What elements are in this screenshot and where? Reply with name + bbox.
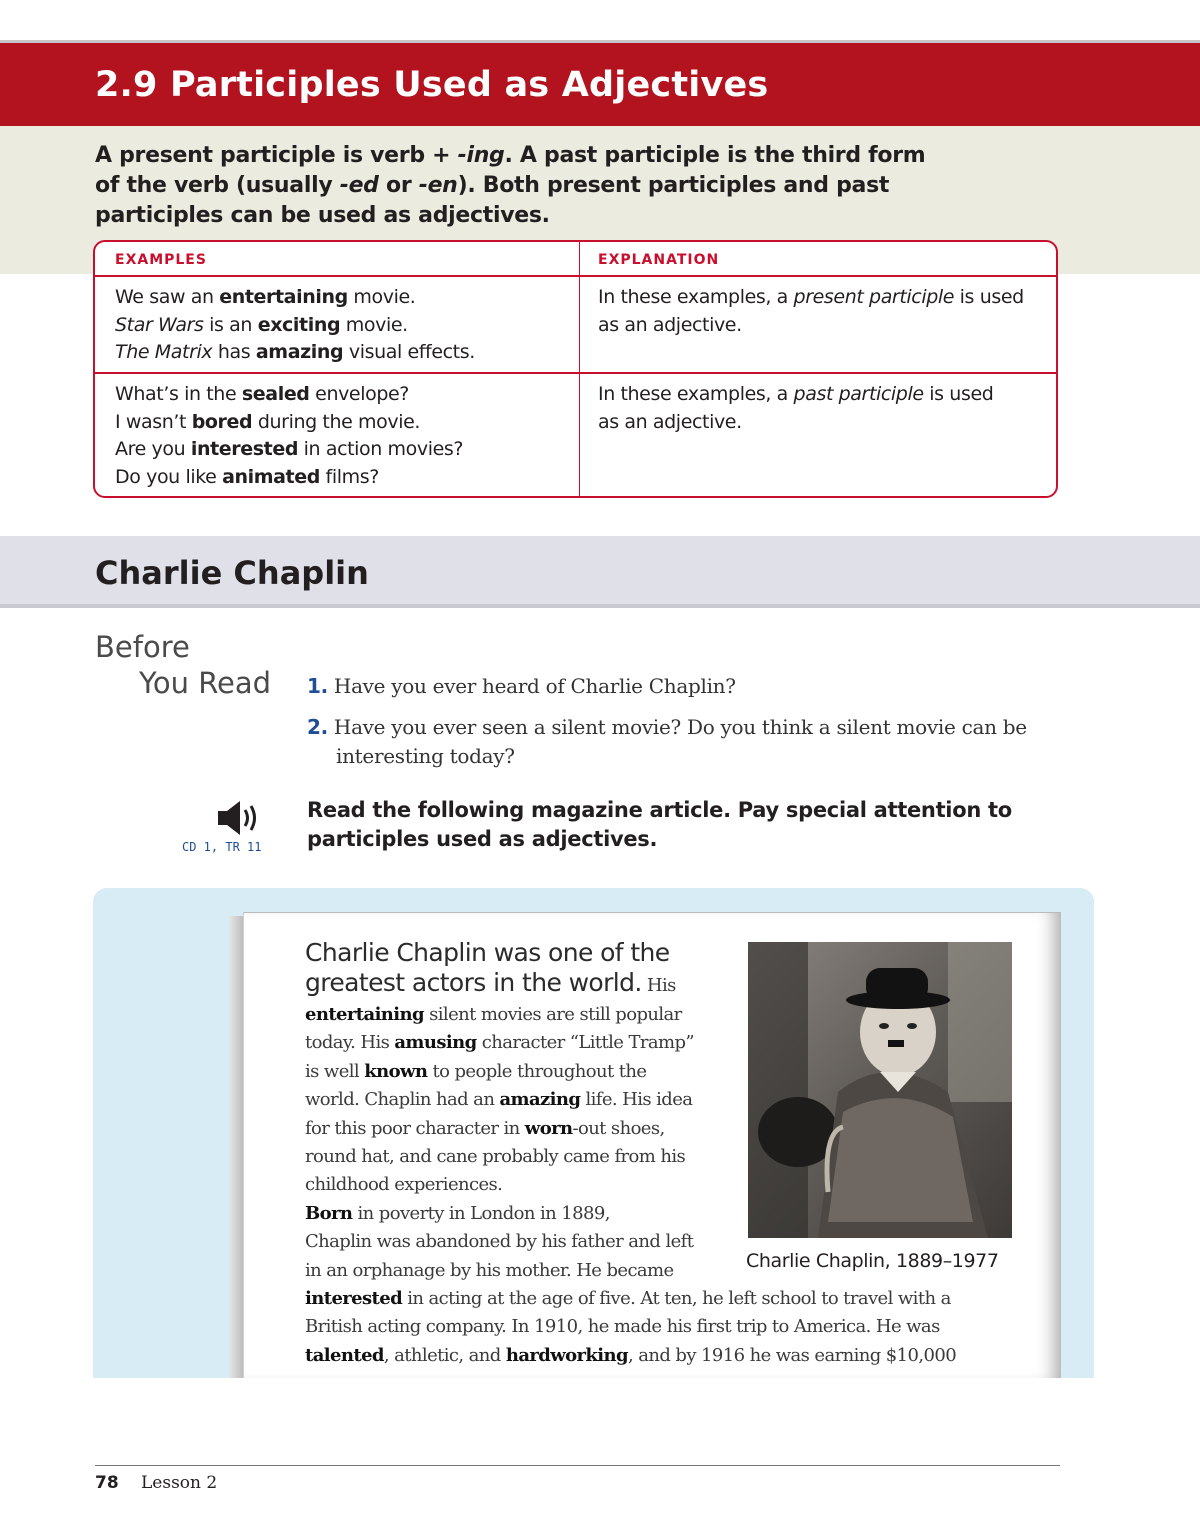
lead-text: greatest actors in the world. [305, 968, 642, 997]
text-line: as an adjective. [598, 313, 742, 336]
chart-row-1-examples [115, 284, 475, 367]
text-line: We saw an entertaining movie. [115, 286, 416, 308]
bold-term: amazing [255, 341, 344, 363]
photo-charlie-chaplin [748, 942, 1012, 1238]
text-line: Born in poverty in London in 1889, [305, 1202, 610, 1224]
text-line: I wasn’t bored during the movie. [115, 410, 420, 433]
bold-term: bored [191, 410, 253, 433]
question-text-continued: interesting today? [336, 744, 515, 768]
photo-caption: Charlie Chaplin, 1889–1977 [746, 1250, 999, 1272]
bold-term: Born [305, 1202, 353, 1224]
text-line: of the verb (usually -ed or -en). Both present participles and past [95, 173, 890, 198]
italic-term: Star Wars [115, 313, 204, 336]
italic-term: The Matrix [115, 341, 213, 363]
page-edge [229, 916, 243, 1378]
chart-column-divider [579, 242, 580, 496]
chart-row-2-explanation [598, 381, 993, 436]
text-line: Chaplin was abandoned by his father and left [305, 1231, 694, 1253]
reading-instruction-line: participles used as adjectives. [307, 827, 658, 851]
text-line: Star Wars is an exciting movie. [115, 313, 408, 336]
bold-term: talented [305, 1344, 384, 1366]
text-line: Are you interested in action movies? [115, 438, 464, 460]
text-line: The Matrix has amazing visual effects. [115, 341, 475, 363]
speaker-icon[interactable] [216, 798, 262, 838]
italic-term: -en [418, 173, 458, 198]
text-line [305, 938, 676, 968]
question-number: 2. [307, 715, 328, 739]
lesson-label: Lesson 2 [141, 1473, 218, 1493]
bold-term: known [364, 1060, 428, 1082]
text-line: A present participle is verb + -ing. A past participle is the third form [95, 143, 926, 168]
chart-row-1-explanation [598, 284, 1024, 339]
reading-instruction [307, 796, 1012, 854]
text-line: today. His amusing character “Little Tramp” [305, 1032, 695, 1054]
bold-term: exciting [257, 313, 341, 336]
chart-header-rule [95, 275, 1056, 277]
section-title: 2.9 Participles Used as Adjectives [95, 65, 769, 105]
text-line: world. Chaplin had an amazing life. His idea [305, 1089, 693, 1111]
chart-header-explanation: EXPLANATION [598, 252, 720, 268]
bold-term: hardworking [505, 1344, 629, 1366]
article-lead [305, 938, 676, 1001]
bold-term: entertaining [305, 1004, 425, 1025]
question-1 [307, 672, 736, 701]
text-line: in an orphanage by his mother. He became [305, 1259, 674, 1281]
text-line: is well known to people throughout the [305, 1060, 647, 1082]
text-line: interested in acting at the age of five. At ten, he left school to travel with a [305, 1288, 951, 1310]
text-line: entertaining silent movies are still popular [305, 1004, 682, 1025]
reading-title: Charlie Chaplin [95, 554, 369, 592]
reading-instruction-line: Read the following magazine article. Pay special attention to [307, 798, 1012, 822]
italic-term: -ed [339, 173, 379, 198]
bold-term: entertaining [219, 286, 348, 308]
chart-row-rule [95, 372, 1056, 374]
text-line: for this poor character in worn-out shoes, [305, 1117, 665, 1139]
italic-term: present participle [793, 286, 955, 308]
question-text: Have you ever heard of Charlie Chaplin? [333, 674, 736, 698]
bold-term: interested [190, 438, 299, 460]
footer-rule [95, 1465, 1060, 1466]
chart-row-2-examples [115, 381, 463, 491]
text-line: What’s in the sealed envelope? [115, 383, 409, 405]
text-line [305, 968, 676, 1001]
bold-term: interested [305, 1288, 403, 1310]
page-number: 78 [95, 1473, 119, 1493]
chaplin-photo-illustration [748, 942, 1012, 1238]
bold-term: worn [524, 1117, 573, 1139]
text-line: Do you like animated films? [115, 465, 379, 488]
lead-tail: His [641, 975, 676, 996]
question-text: Have you ever seen a silent movie? Do you think a silent movie can be [333, 715, 1027, 739]
question-2 [307, 713, 1027, 771]
italic-term: -ing [457, 143, 505, 168]
text-line: In these examples, a past participle is used [598, 383, 994, 405]
lead-text: Charlie Chaplin was one of the [305, 938, 670, 967]
intro-text [95, 141, 925, 231]
question-number: 1. [307, 674, 328, 698]
italic-term: past participle [793, 383, 924, 405]
bold-term: amazing [499, 1089, 581, 1111]
bold-term: animated [222, 465, 320, 488]
chart-header-examples: EXAMPLES [115, 252, 207, 268]
grammar-chart [93, 240, 1058, 498]
text-line: childhood experiences. [305, 1174, 503, 1196]
text-line: In these examples, a present participle is used [598, 286, 1024, 308]
text-line: British acting company. In 1910, he made his first trip to America. He was [305, 1316, 940, 1338]
section-header-bar [0, 40, 1200, 126]
bold-term: sealed [241, 383, 310, 405]
bold-term: amusing [394, 1032, 477, 1054]
text-line: participles can be used as adjectives. [95, 203, 550, 228]
text-line: talented, athletic, and hardworking, and by 1916 he was earning $10,000 [305, 1344, 957, 1366]
text-line: round hat, and cane probably came from his [305, 1146, 686, 1168]
reading-title-bar [0, 536, 1200, 608]
cd-track-label: CD 1, TR 11 [182, 840, 262, 854]
you-read-label: You Read [139, 666, 272, 700]
text-line: as an adjective. [598, 410, 742, 433]
before-label: Before [95, 630, 190, 664]
